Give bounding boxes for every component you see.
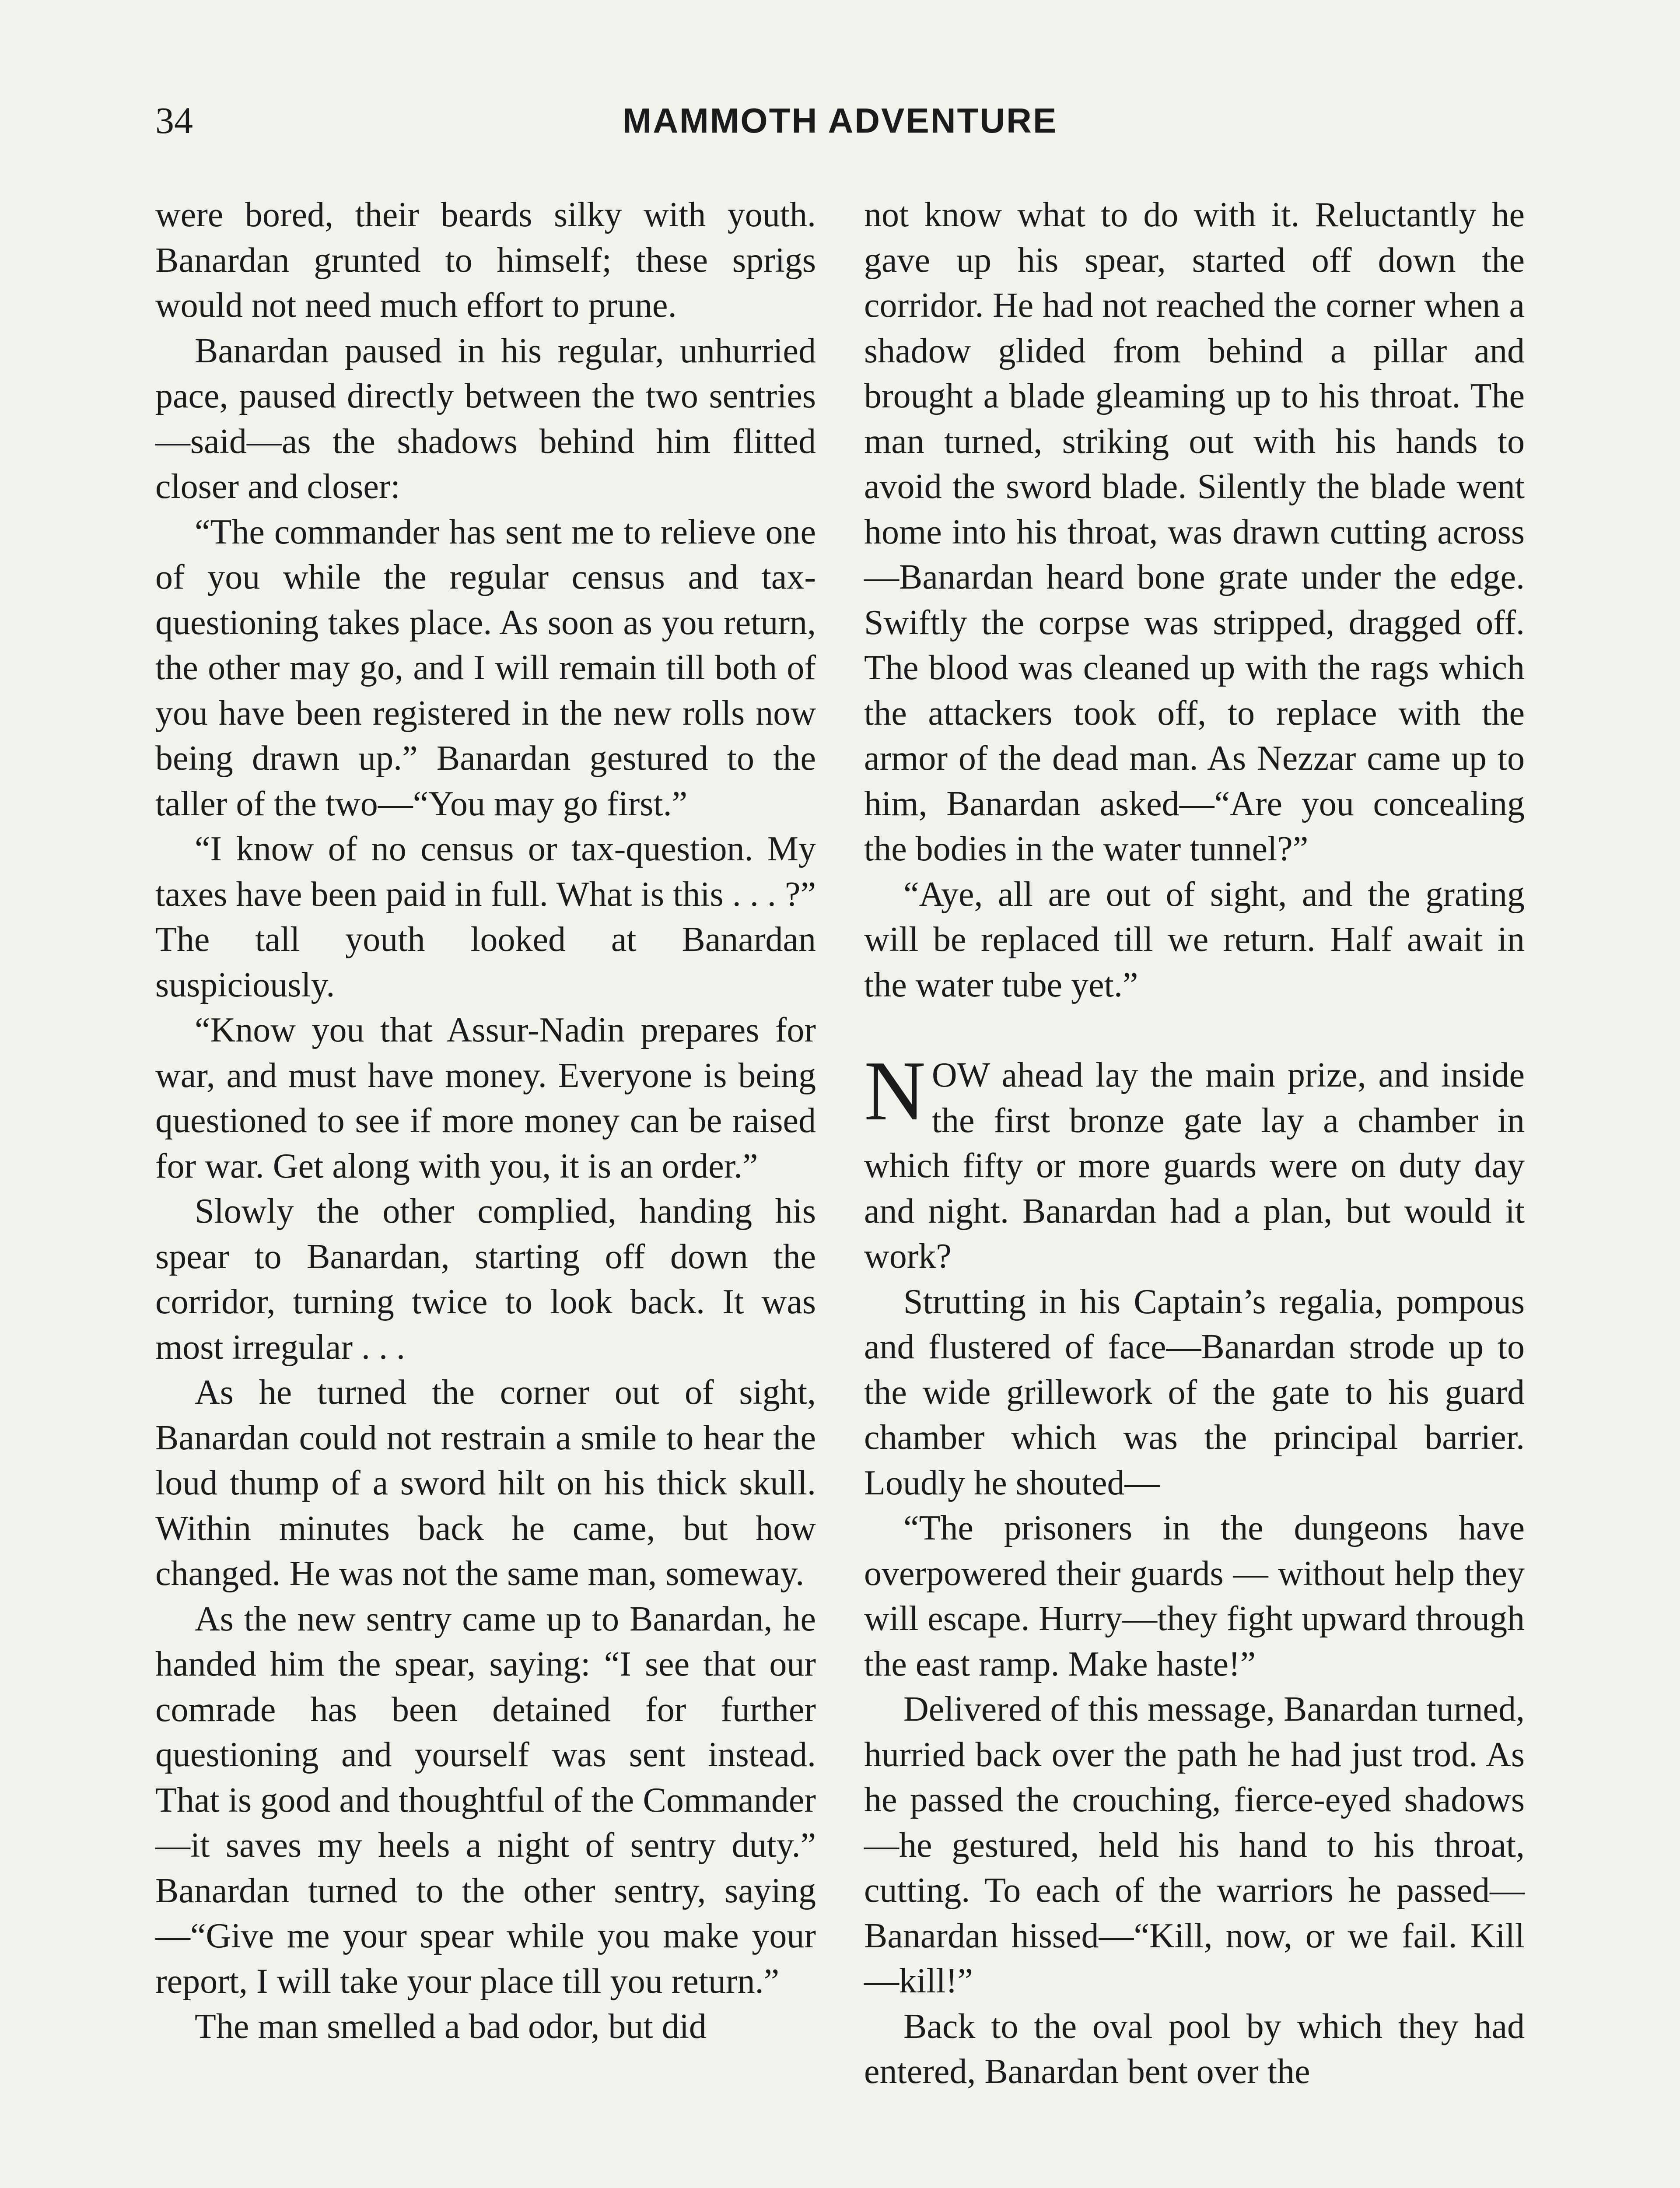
paragraph: Strutting in his Captain’s regalia, pompous and flustered of face—Banardan strode up to the wide grillework of the gate to his guard chamber which was the principal barrier. Loudly he shouted—	[864, 1282, 1525, 1502]
paragraph: not know what to do with it. Reluctantly he gave up his spear, started off down the corridor. He had not reached the corner when a shadow glided from behind a pillar and brought a blade gleaming up to his throat. The man turned, striking out with his hands to avoid the sword blade. Silently the blade went home into his throat, was drawn cutting across—Banardan heard bone grate under the edge. Swiftly the corpse was stripped, dragged off. The blood was cleaned up with the rags which the attackers took off, to replace with the armor of the dead man. As Nezzar came up to him, Banardan asked—“Are you concealing the bodies in the water tunnel?”	[864, 196, 1525, 868]
paragraph: Back to the oval pool by which they had entered, Banardan bent over the	[864, 2007, 1525, 2091]
paragraph: As the new sentry came up to Banardan, he handed him the spear, saying: “I see that our comrade has been detained for further questioning and yourself was sent instead. That is good and thoughtful of the Commander—it saves my heels a night of sentry duty.” Banardan turned to the other sentry, saying—“Give me your spear while you make your report, I will take your place till you return.”	[155, 1599, 816, 2001]
paragraph: Banardan paused in his regular, unhurried pace, paused directly between the two sentries—said—as the shadows behind him flitted closer and closer:	[155, 331, 816, 506]
left-column	[155, 193, 816, 2050]
paragraph: “The prisoners in the dungeons have overpowered their guards — without help they will escape. Hurry—they fight upward through the east ramp. Make haste!”	[864, 1509, 1525, 1683]
running-title: MAMMOTH ADVENTURE	[622, 101, 1058, 140]
paragraph: Delivered of this message, Banardan turned, hurried back over the path he had just trod. As he passed the crouching, fierce-eyed shadows—he gestured, held his hand to his throat, cutting. To each of the warriors he passed—Banardan hissed—“Kill, now, or we fail. Kill—kill!”	[864, 1690, 1525, 2000]
paragraph: “Aye, all are out of sight, and the grating will be replaced till we return. Half await in the water tube yet.”	[864, 875, 1525, 1004]
paragraph: “Know you that Assur-Nadin prepares for war, and must have money. Everyone is being questioned to see if more money can be raised for war. Get along with you, it is an order.”	[155, 1011, 816, 1185]
right-column	[864, 193, 1525, 2095]
section-opening-text: OW ahead lay the main prize, and inside the first bronze gate lay a chamber in which fifty or more guards were on duty day and night. Banardan had a plan, but would it work?	[864, 1056, 1525, 1276]
paragraph: “The commander has sent me to relieve one of you while the regular census and tax-questioning takes place. As soon as you return, the other may go, and I will remain till both of you have been registered in the new rolls now being drawn up.” Banardan gestured to the taller of the two—“You may go first.”	[155, 512, 816, 823]
paragraph: Slowly the other complied, handing his spear to Banardan, starting off down the corridor, turning twice to look back. It was most irregular . . .	[155, 1192, 816, 1367]
page-number: 34	[155, 99, 193, 141]
paragraph: “I know of no census or tax-question. My taxes have been paid in full. What is this . . . ?” The tall youth looked at Banardan suspiciously.	[155, 830, 816, 1004]
paragraph: were bored, their beards silky with youth. Banardan grunted to himself; these sprigs would not need much effort to prune.	[155, 196, 816, 325]
section-opening-paragraph	[864, 1044, 1525, 1280]
drop-cap: N	[864, 1044, 926, 1138]
paragraph: As he turned the corner out of sight, Banardan could not restrain a smile to hear the loud thump of a sword hilt on his thick skull. Within minutes back he came, but how changed. He was not the same man, someway.	[155, 1373, 816, 1593]
paragraph: The man smelled a bad odor, but did	[195, 2007, 707, 2046]
